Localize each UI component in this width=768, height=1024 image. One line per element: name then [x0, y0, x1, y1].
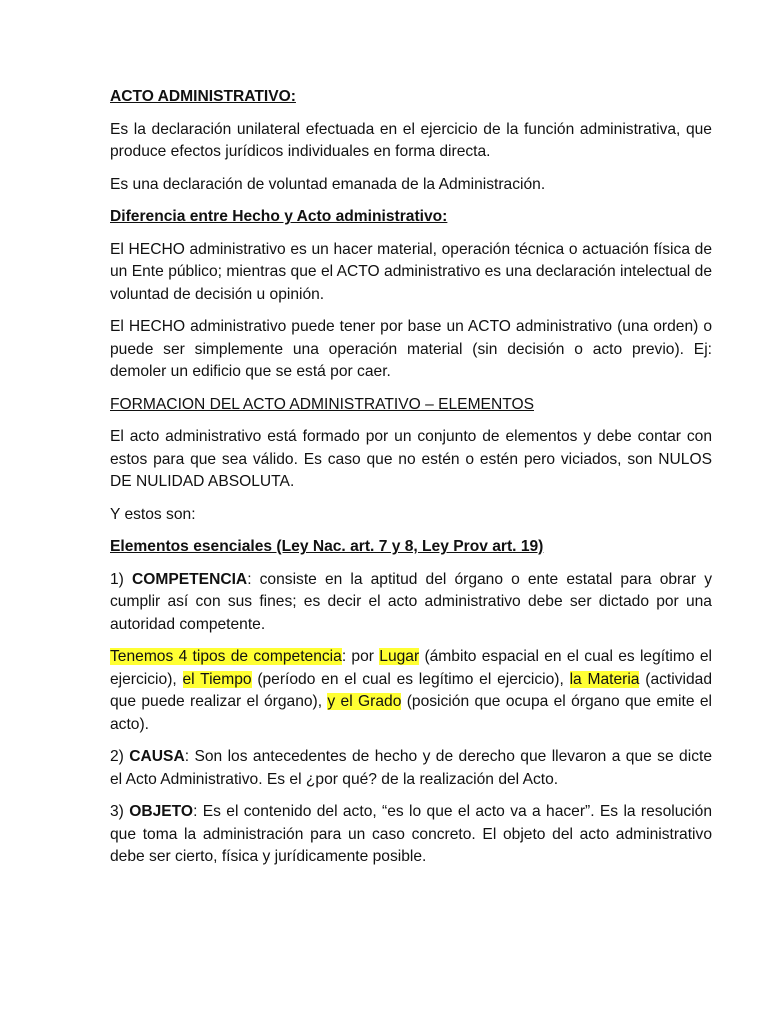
term-causa: CAUSA: [129, 748, 185, 765]
item-number: 2): [110, 748, 130, 765]
competencia-text: : consiste en la aptitud del órgano o ente estatal para obrar y cumplir así con sus fines; es decir el acto administrativo debe ser dictado por una autoridad competente.: [110, 570, 712, 633]
tipos-text-1: : por: [341, 648, 380, 665]
paragraph-objeto: [110, 801, 712, 869]
document-page: [110, 86, 712, 879]
heading-diferencia: Diferencia entre Hecho y Acto administrativo:: [110, 208, 448, 225]
heading-acto-administrativo: ACTO ADMINISTRATIVO:: [110, 88, 296, 105]
paragraph-declaracion-voluntad: Es una declaración de voluntad emanada de la Administración.: [110, 175, 546, 193]
highlight-tipos: Tenemos 4 tipos de competencia: [110, 648, 342, 665]
highlight-lugar: Lugar: [379, 648, 420, 665]
causa-text: : Son los antecedentes de hecho y de derecho que llevaron a que se dicte el Acto Administrativo. Es el ¿por qué? de la realización del Acto.: [110, 748, 712, 788]
paragraph-definicion: Es la declaración unilateral efectuada en el ejercicio de la función administrativa, que produce efectos jurídicos individuales en forma directa.: [110, 120, 712, 160]
objeto-text: : Es el contenido del acto, “es lo que el acto va a hacer”. Es la resolución que toma la administración para un caso concreto. El objeto del acto administrativo debe ser cierto, física y jurídicamente posible.: [110, 803, 712, 865]
heading-elementos-esenciales: Elementos esenciales (Ley Nac. art. 7 y 8, Ley Prov art. 19): [110, 538, 544, 555]
paragraph-formacion: El acto administrativo está formado por un conjunto de elementos y debe contar con estos para que sea válido. Es caso que no estén o estén pero viciados, son NULOS DE NULIDAD ABSOLUTA.: [110, 428, 712, 490]
item-number: 3): [110, 803, 130, 820]
item-number: 1): [110, 570, 132, 588]
tipos-text-4: (actividad que puede realizar el órgano),: [110, 670, 712, 710]
paragraph-causa: [110, 746, 712, 791]
highlight-materia: la Materia: [569, 670, 640, 688]
tipos-text-3: (período en el cual es legítimo el ejercicio),: [251, 670, 570, 688]
term-objeto: OBJETO: [129, 803, 194, 820]
highlight-tiempo: el Tiempo: [182, 670, 252, 688]
highlight-grado: y el Grado: [327, 693, 402, 710]
paragraph-estos-son: Y estos son:: [110, 505, 196, 523]
paragraph-tipos-competencia: [110, 646, 712, 736]
paragraph-hecho-base: El HECHO administrativo puede tener por base un ACTO administrativo (una orden) o puede ser simplemente una operación material (sin decisión o acto previo). Ej: demoler un edificio que se está por caer.: [110, 318, 712, 380]
paragraph-competencia: [110, 569, 712, 637]
paragraph-hecho-vs-acto: El HECHO administrativo es un hacer material, operación técnica o actuación física de un Ente público; mientras que el ACTO administrativo es una declaración intelectual de voluntad de decisión u opinión.: [110, 240, 712, 303]
term-competencia: COMPETENCIA: [131, 570, 248, 588]
tipos-text-5: (posición que ocupa el órgano que emite el acto).: [110, 693, 712, 733]
tipos-text-2: (ámbito espacial en el cual es legítimo el ejercicio),: [110, 648, 712, 688]
heading-formacion: FORMACION DEL ACTO ADMINISTRATIVO – ELEMENTOS: [110, 395, 534, 413]
